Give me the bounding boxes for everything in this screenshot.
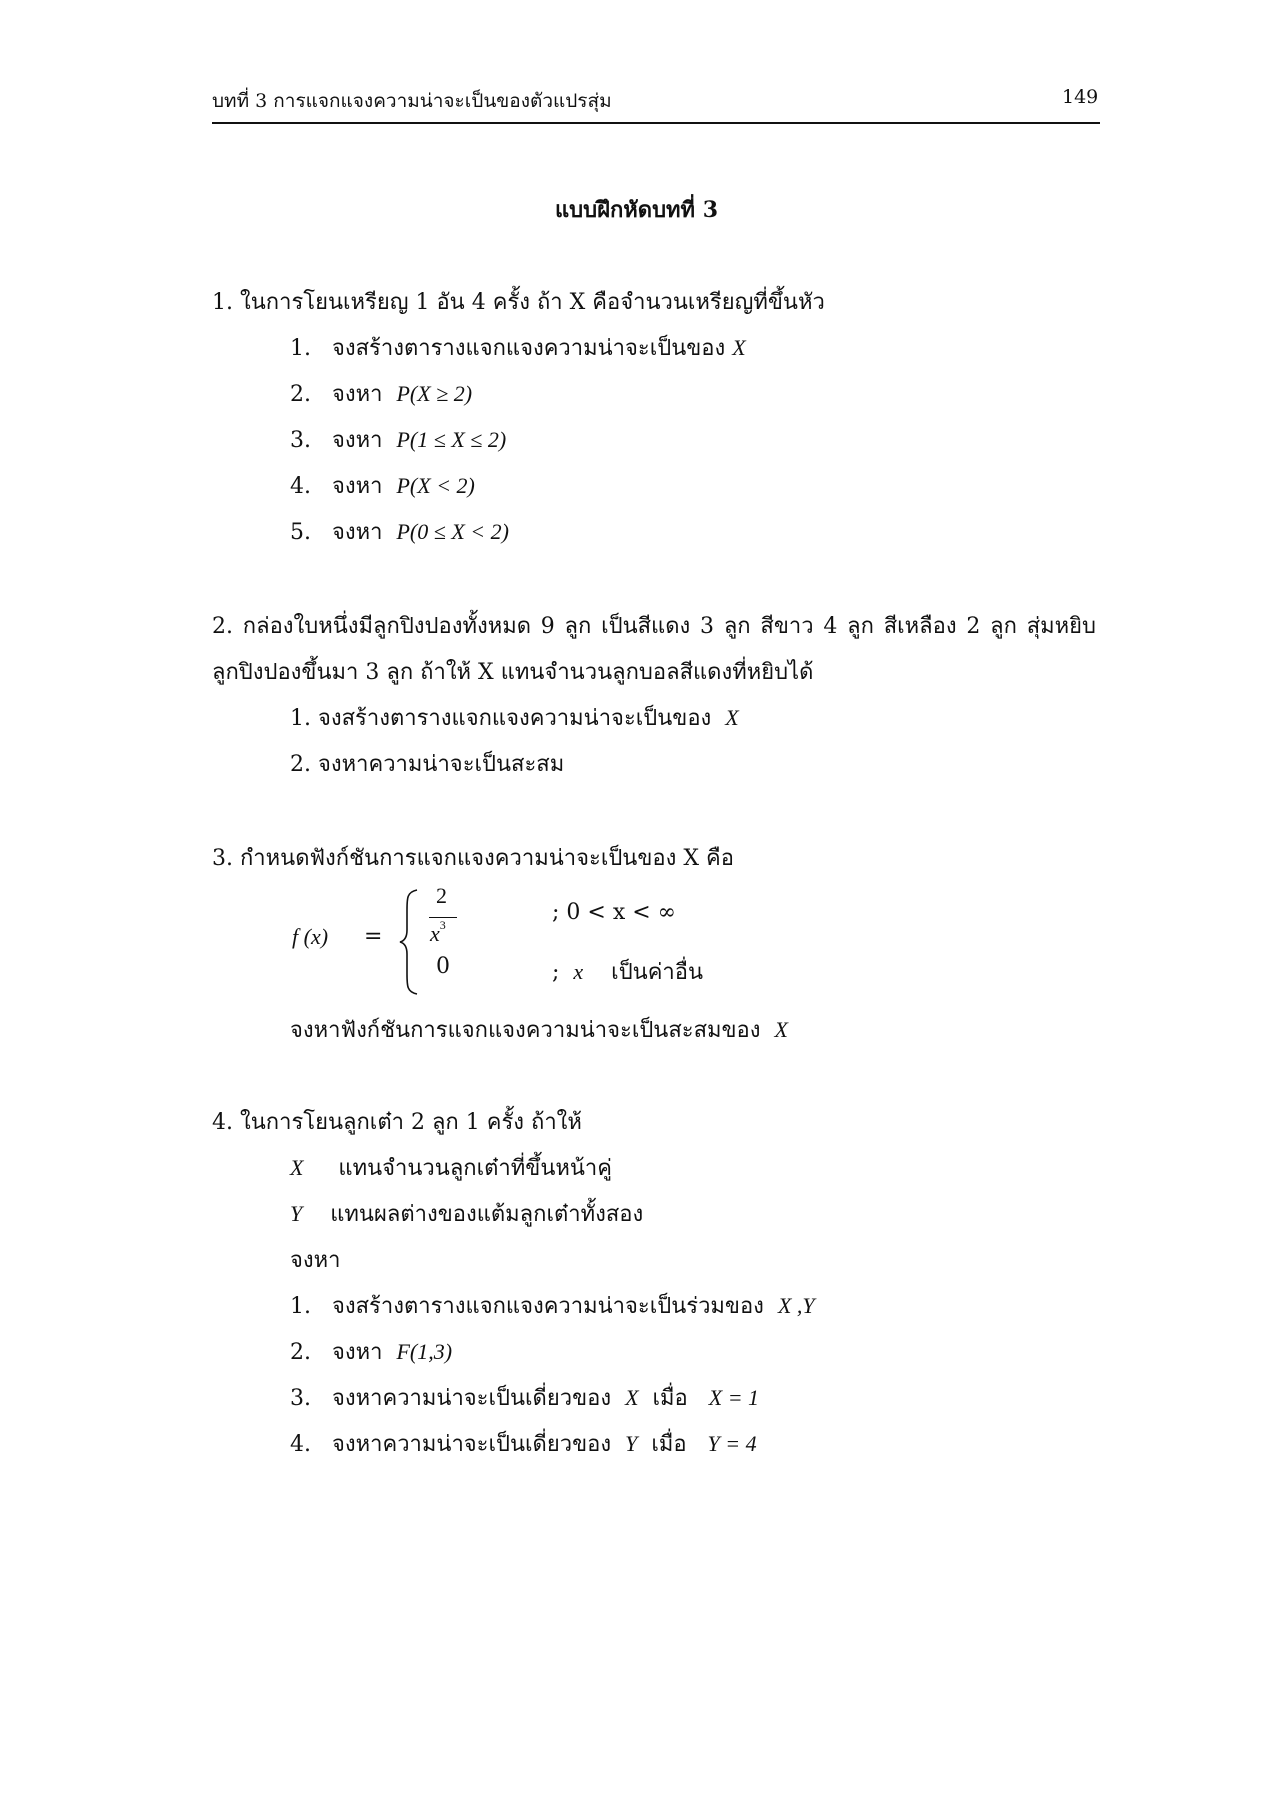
item-number: 3. (290, 1386, 311, 1411)
denominator-base: x (430, 921, 440, 946)
item-number: 1. (290, 336, 311, 361)
q4-item-1 (290, 1288, 815, 1323)
item-math: X (725, 705, 739, 730)
item-math: P(X ≥ 2) (396, 381, 473, 406)
left-brace (398, 888, 420, 996)
case2-condition (552, 954, 703, 989)
q4-find: จงหา (290, 1248, 341, 1273)
def-text: แทนจำนวนลูกเต๋าที่ขึ้นหน้าคู่ (338, 1156, 612, 1181)
q2-item-2 (290, 746, 564, 781)
exercise-title: แบบฝึกหัดบทที่ 3 (554, 197, 719, 223)
item-text: จงสร้างตารางแจกแจงความน่าจะเป็นร่วมของ (331, 1294, 764, 1319)
q4-item-3 (290, 1380, 759, 1415)
item-number: 4. (290, 1432, 311, 1457)
item-math: X (732, 335, 746, 360)
item-number: 1. (290, 706, 311, 731)
q1-item-5 (290, 514, 509, 549)
item-math: F(1,3) (396, 1339, 453, 1364)
q1-stem: 1. ในการโยนเหรียญ 1 อัน 4 ครั้ง ถ้า X คือจำนวนเหรียญที่ขึ้นหัว (212, 290, 825, 315)
task-math: X (774, 1017, 788, 1042)
q4-def-x (290, 1150, 612, 1185)
item-text: จงหาความน่าจะเป็นสะสม (318, 752, 565, 777)
item-number: 2. (290, 752, 311, 777)
item-math2: X = 1 (708, 1385, 760, 1410)
q3-stem: 3. กำหนดฟังก์ชันการแจกแจงความน่าจะเป็นของ X คือ (212, 846, 734, 871)
q2-stem-line2: ลูกปิงปองขึ้นมา 3 ลูก ถ้าให้ X แทนจำนวนลูกบอลสีแดงที่หยิบได้ (212, 660, 814, 685)
def-var: X (290, 1155, 304, 1180)
item-text: จงหาความน่าจะเป็นเดี่ยวของ (331, 1432, 612, 1457)
item-text: จงหาความน่าจะเป็นเดี่ยวของ (331, 1386, 612, 1411)
q1-item-2 (290, 376, 472, 411)
item-number: 5. (290, 520, 311, 545)
q4-stem: 4. ในการโยนลูกเต๋า 2 ลูก 1 ครั้ง ถ้าให้ (212, 1110, 582, 1135)
q4-def-y (290, 1196, 643, 1231)
item-number: 2. (290, 1340, 311, 1365)
denominator-exponent: 3 (439, 917, 446, 932)
task-text: จงหาฟังก์ชันการแจกแจงความน่าจะเป็นสะสมของ (290, 1018, 761, 1043)
item-math: X ,Y (777, 1293, 815, 1318)
case2-value: 0 (436, 954, 450, 979)
item-text: จงสร้างตารางแจกแจงความน่าจะเป็นของ (331, 336, 726, 361)
def-var: Y (290, 1201, 303, 1226)
item-text: จงหา (331, 474, 383, 499)
case2-var: x (573, 959, 584, 984)
item-number: 1. (290, 1294, 311, 1319)
q1-item-1 (290, 330, 746, 365)
item-number: 4. (290, 474, 311, 499)
header-rule (212, 122, 1100, 124)
q2-item-1 (290, 700, 739, 735)
item-text: จงหา (331, 520, 383, 545)
running-header: บทที่ 3 การแจกแจงความน่าจะเป็นของตัวแปรสุ่ม (212, 90, 612, 112)
fraction-numerator: 2 (436, 883, 447, 908)
function-label: f (x) (292, 924, 329, 949)
q3-task (290, 1012, 788, 1047)
item-number: 2. (290, 382, 311, 407)
item-number: 3. (290, 428, 311, 453)
item-text: จงหา (331, 382, 383, 407)
item-math: X (625, 1385, 639, 1410)
case1-condition: ; 0 < x < ∞ (552, 900, 676, 925)
q1-item-3 (290, 422, 506, 457)
item-text: จงหา (331, 428, 383, 453)
def-text: แทนผลต่างของแต้มลูกเต๋าทั้งสอง (330, 1202, 644, 1227)
fraction-denominator (430, 917, 446, 947)
equals-sign: = (364, 924, 383, 949)
q4-item-4 (290, 1426, 757, 1461)
item-math2: Y = 4 (707, 1431, 757, 1456)
case2-separator: ; (552, 960, 560, 985)
item-math: P(X < 2) (396, 473, 475, 498)
item-math: Y (625, 1431, 638, 1456)
item-math: P(1 ≤ X ≤ 2) (396, 427, 507, 452)
item-math: P(0 ≤ X < 2) (396, 519, 509, 544)
item-text: จงหา (331, 1340, 383, 1365)
item-text2: เมื่อ (651, 1432, 687, 1457)
q4-item-2 (290, 1334, 452, 1369)
case2-text: เป็นค่าอื่น (611, 960, 704, 985)
item-text2: เมื่อ (652, 1386, 688, 1411)
q1-item-4 (290, 468, 475, 503)
q2-stem-line1: 2. กล่องใบหนึ่งมีลูกปิงปองทั้งหมด 9 ลูก เป็นสีแดง 3 ลูก สีขาว 4 ลูก สีเหลือง 2 ลูก สุ่มหยิบ (212, 614, 1096, 639)
page-number: 149 (1062, 86, 1099, 108)
item-text: จงสร้างตารางแจกแจงความน่าจะเป็นของ (318, 706, 712, 731)
